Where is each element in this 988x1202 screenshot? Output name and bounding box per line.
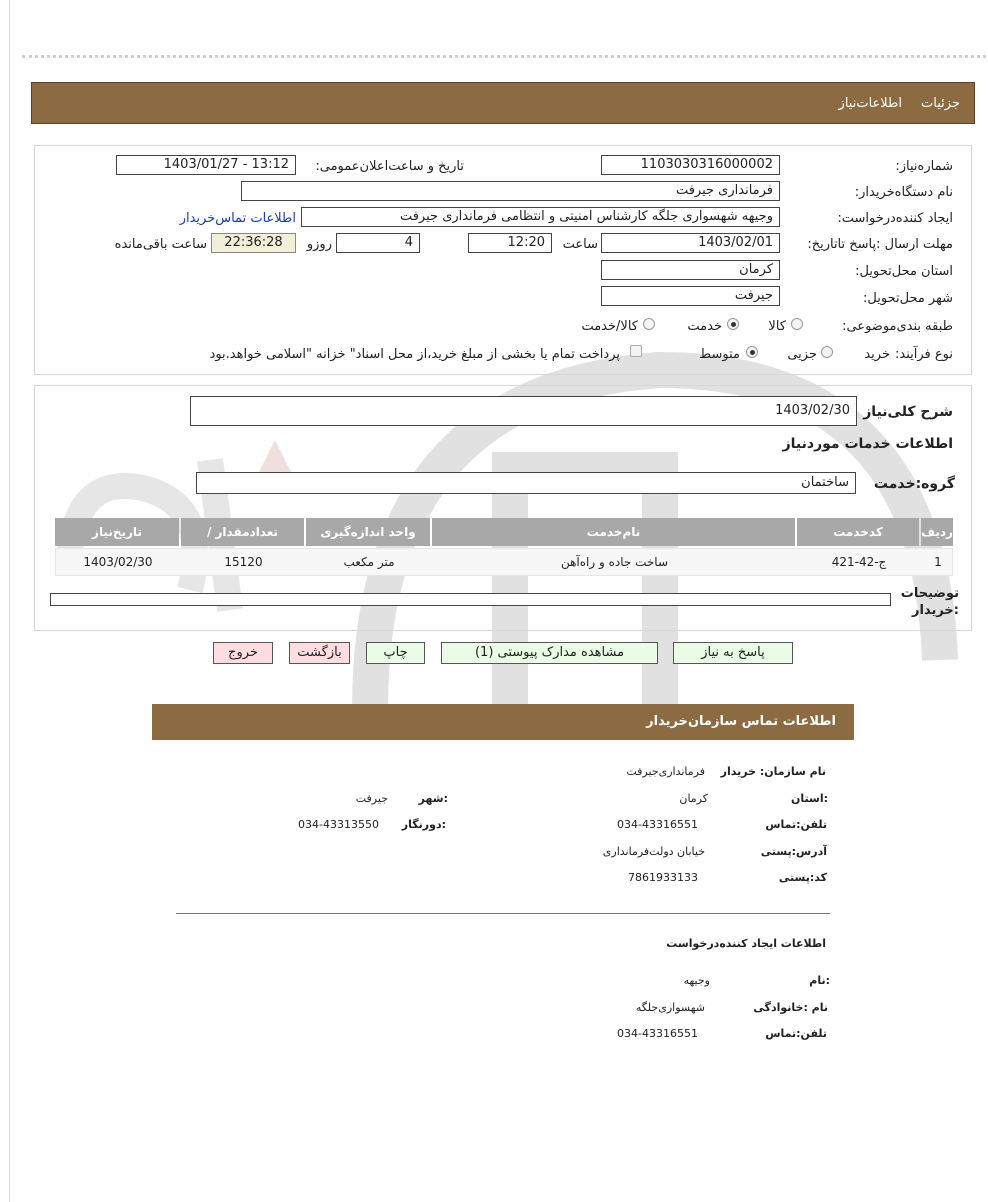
city-field: جیرفت [601,286,780,306]
creator-info-title: اطلاعات ایجاد کننده‌درخواست [666,937,826,950]
process-medium-radio[interactable] [746,346,758,358]
need-info-panel [34,145,972,375]
tab-details[interactable]: جزئیات [921,96,960,111]
view-attachments-button[interactable]: مشاهده مدارک پیوستی (1) [441,642,658,664]
need-number-label: شماره‌نیاز: [895,159,953,174]
top-dotted-divider [22,55,986,58]
treasury-payment-note: پرداخت تمام یا بخشی از مبلغ خرید،از محل اسناد" خزانه "اسلامی خواهد.بود [209,347,620,362]
td-row-number: 1 [934,555,942,569]
remaining-time-label: ساعت باقی‌مانده [114,237,207,252]
th-row-number: ردیف [921,518,953,546]
contact-postal-label: کد:پستی [778,871,827,884]
services-info-title: اطلاعات خدمات موردنیاز [782,436,953,452]
buyer-contact-link[interactable]: اطلاعات تماس‌خریدار [179,211,296,226]
tab-need-info[interactable]: اطلاعات‌نیاز [838,96,902,111]
days-label: روزو [306,237,332,252]
process-minor-label: جزیی [787,347,817,362]
deadline-date-field: 1403/02/01 [601,233,780,253]
contact-org-value: فرمانداری‌جیرفت [626,765,705,778]
category-service-label: خدمت [687,319,722,334]
deadline-hour-label: ساعت [562,237,598,252]
contact-province-label: :استان [791,792,828,805]
left-border-line [9,0,10,1202]
process-buy-label: خرید [864,347,890,362]
creator-name-label: :نام [809,974,830,987]
announce-date-label: تاریخ و ساعت‌اعلان‌عمومی: [315,159,464,174]
reply-to-need-button[interactable]: پاسخ به نیاز [673,642,793,664]
contact-postal-value: 7861933133 [628,871,698,884]
process-type-label: نوع فرآیند: [895,347,953,362]
category-both-label: کالا/خدمت [581,319,638,334]
contact-address-label: آدرس:پستی [760,845,827,858]
th-unit: واحد اندازه‌گیری [306,518,430,546]
remaining-time-field: 22:36:28 [211,233,296,253]
province-field: کرمان [601,260,780,280]
td-need-date: 1403/02/30 [83,555,153,569]
treasury-payment-checkbox[interactable] [630,345,642,357]
buyer-notes-label: توضیحات :خریدار [900,586,959,618]
creator-family-value: شهسواری‌جلگه [635,1001,705,1014]
contact-org-label: نام سازمان: خریدار [720,765,826,778]
category-goods-label: کالا [768,319,786,334]
process-minor-radio[interactable] [821,346,833,358]
general-description-label: شرح کلی‌نیاز [863,404,953,420]
contact-divider [176,913,830,914]
days-field: 4 [336,233,420,253]
print-button[interactable]: چاپ [366,642,425,664]
contact-phone-label: تلفن:تماس [765,818,827,831]
announce-date-field: 1403/01/27 - 13:12 [116,155,296,175]
contact-city-label: :شهر [418,792,448,805]
contact-address-value: خیابان دولت‌فرمانداری [602,845,705,858]
contact-phone-value: 034-43316551 [617,818,698,831]
buyer-org-label: نام دستگاه‌خریدار: [854,185,953,200]
td-quantity: 15120 [224,555,263,569]
general-description-field: 1403/02/30 [190,396,857,426]
exit-button[interactable]: خروج [213,642,273,664]
category-label: طبقه بندی‌موضوعی: [842,319,953,334]
td-service-name: ساخت جاده و راه‌آهن [560,555,669,569]
creator-phone-value: 034-43316551 [617,1027,698,1040]
th-service-name: نام‌خدمت [432,518,795,546]
contact-province-value: کرمان [679,792,708,805]
service-group-field: ساختمان [196,472,856,494]
td-service-code: ج-42-421 [831,555,887,569]
th-quantity: / تعدادمقدار [181,518,304,546]
buyer-contact-header [152,704,854,740]
buyer-org-field: فرمانداری جیرفت [241,181,780,201]
buyer-notes-field [50,593,891,606]
category-goods-radio[interactable] [791,318,803,330]
contact-city-value: جیرفت [355,792,388,805]
contact-fax-label: :دورنگار [401,818,446,831]
page-header-bar [31,82,975,124]
table-row [55,548,953,576]
buyer-contact-title: اطلاعات تماس سازمان‌خریدار [646,714,836,729]
th-service-code: کدخدمت [797,518,919,546]
back-button[interactable]: بازگشت [289,642,350,664]
contact-fax-value: 034-43313550 [298,818,379,831]
th-need-date: تاریخ‌نیاز [55,518,179,546]
creator-family-label: نام :خانوادگی [753,1001,828,1014]
service-group-label: گروه:خدمت [873,476,955,492]
services-table [55,518,953,578]
td-unit: متر مکعب [343,555,395,569]
creator-field: وجیهه شهسواری جلگه کارشناس امنیتی و انتظامی فرمانداری جیرفت [301,207,780,227]
need-number-field: 1103030316000002 [601,155,780,175]
creator-label: ایجاد کننده‌درخواست: [837,211,953,226]
province-label: استان محل‌تحویل: [855,264,953,279]
city-label: شهر محل‌تحویل: [863,291,953,306]
category-service-radio[interactable] [727,318,739,330]
category-both-radio[interactable] [643,318,655,330]
deadline-label: مهلت ارسال :پاسخ تا‌تاریخ: [807,237,953,252]
deadline-time-field: 12:20 [468,233,552,253]
creator-name-value: وجیهه [683,974,710,987]
creator-phone-label: تلفن:تماس [765,1027,827,1040]
process-medium-label: متوسط [699,347,740,362]
